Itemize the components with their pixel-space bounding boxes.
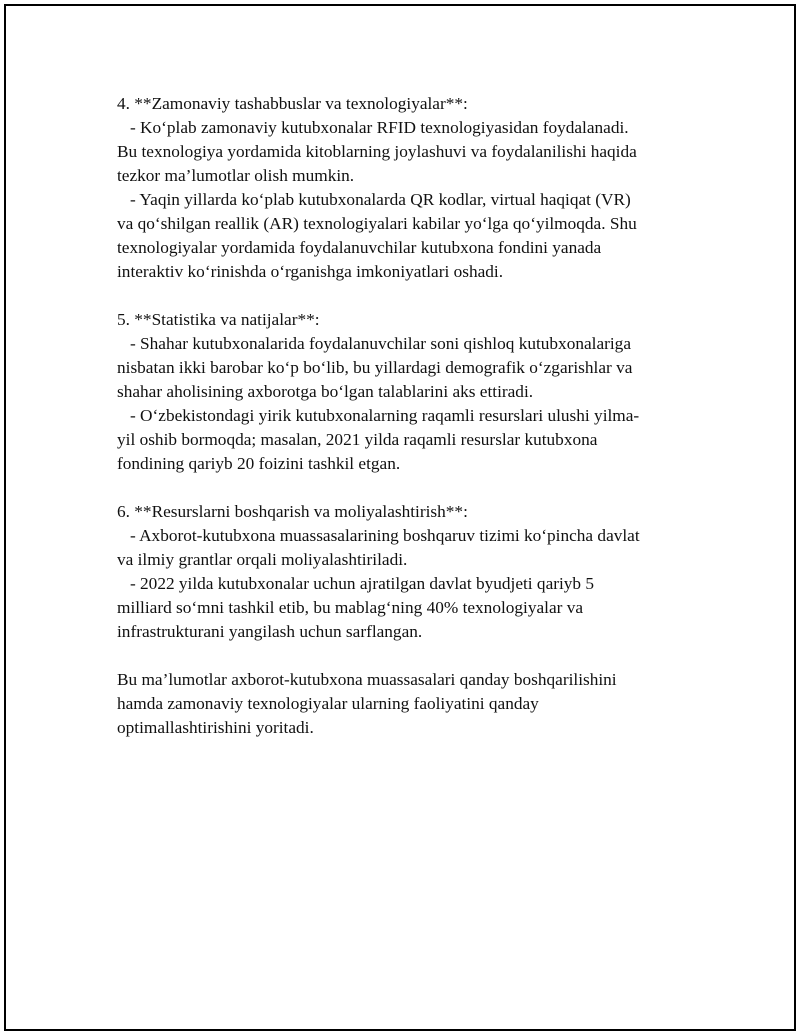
section-heading: 5. **Statistika va natijalar**: [117, 310, 320, 329]
paragraph-line: va ilmiy grantlar orqali moliyalashtiriladi. [117, 550, 408, 569]
paragraph-line: Bu texnologiya yordamida kitoblarning joylashuvi va foydalanilishi haqida [117, 142, 637, 161]
paragraph-line: milliard so‘mni tashkil etib, bu mablag‘ning 40% texnologiyalar va [117, 598, 584, 617]
paragraph-line: va qo‘shilgan reallik (AR) texnologiyalari kabilar yo‘lga qo‘yilmoqda. Shu [117, 214, 637, 233]
paragraph-line: hamda zamonaviy texnologiyalar ularning faoliyatini qanday [117, 694, 539, 713]
section-conclusion [117, 668, 687, 740]
section-heading: 6. **Resurslarni boshqarish va moliyalashtirish**: [117, 502, 468, 521]
section-heading: 4. **Zamonaviy tashabbuslar va texnologiyalar**: [117, 94, 468, 113]
paragraph-line: - Yaqin yillarda ko‘plab kutubxonalarda QR kodlar, virtual haqiqat (VR) [117, 190, 631, 209]
paragraph-line: texnologiyalar yordamida foydalanuvchilar kutubxona fondini yanada [117, 238, 602, 257]
paragraph-line: Bu ma’lumotlar axborot-kutubxona muassasalari qanday boshqarilishini [117, 670, 617, 689]
paragraph-line: - Axborot-kutubxona muassasalarining boshqaruv tizimi ko‘pincha davlat [117, 526, 640, 545]
paragraph-line: - Ko‘plab zamonaviy kutubxonalar RFID texnologiyasidan foydalanadi. [117, 118, 629, 137]
paragraph-line: - O‘zbekistondagi yirik kutubxonalarning raqamli resurslari ulushi yilma- [117, 406, 640, 425]
document-body [117, 92, 687, 764]
paragraph-line: yil oshib bormoqda; masalan, 2021 yilda raqamli resurslar kutubxona [117, 430, 598, 449]
paragraph-line: nisbatan ikki barobar ko‘p bo‘lib, bu yillardagi demografik o‘zgarishlar va [117, 358, 633, 377]
section-statistics [117, 308, 687, 476]
paragraph-line: - Shahar kutubxonalarida foydalanuvchilar soni qishloq kutubxonalariga [117, 334, 631, 353]
paragraph-line: - 2022 yilda kutubxonalar uchun ajratilgan davlat byudjeti qariyb 5 [117, 574, 595, 593]
paragraph-line: fondining qariyb 20 foizini tashkil etgan. [117, 454, 401, 473]
paragraph-line: tezkor ma’lumotlar olish mumkin. [117, 166, 355, 185]
section-modern-initiatives [117, 92, 687, 284]
paragraph-line: shahar aholisining axborotga bo‘lgan talablarini aks ettiradi. [117, 382, 534, 401]
section-resources-funding [117, 500, 687, 644]
paragraph-line: infrastrukturani yangilash uchun sarflangan. [117, 622, 423, 641]
paragraph-line: interaktiv ko‘rinishda o‘rganishga imkoniyatlari oshadi. [117, 262, 504, 281]
paragraph-line: optimallashtirishini yoritadi. [117, 718, 314, 737]
